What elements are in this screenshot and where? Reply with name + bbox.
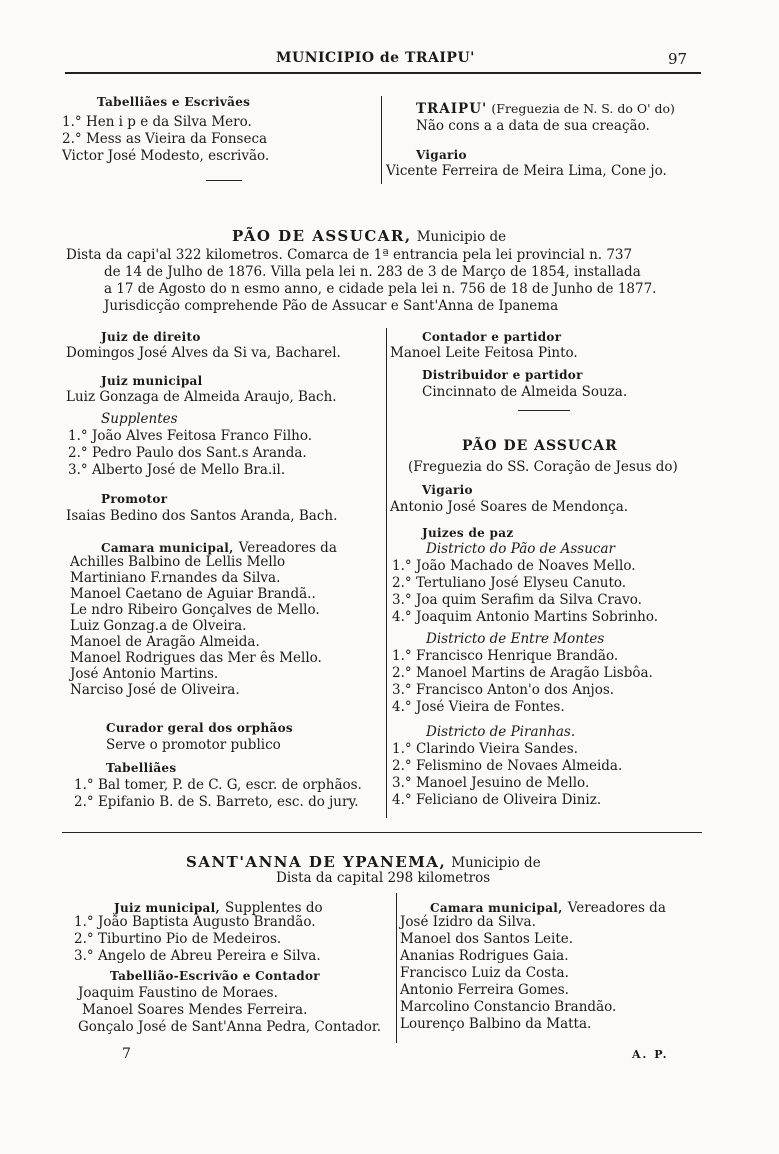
supplente-1: 1.° João Alves Feitosa Franco Filho. xyxy=(68,428,313,444)
juiz-direito-label: Juiz de direito xyxy=(101,330,201,344)
santanna-vereador: Antonio Ferreira Gomes. xyxy=(400,982,569,998)
juiz-municipal-label: Juiz municipal xyxy=(101,374,203,388)
santanna-tabelliao: Joaquim Faustino de Moraes. xyxy=(78,985,278,1001)
vereador: Manoel Caetano de Aguiar Brandã.. xyxy=(70,586,316,602)
pao-description-1: Dista da capi'al 322 kilometros. Comarca de 1ª entrancia pela lei provincial n. 737 xyxy=(66,247,633,263)
tabelliaes-label: Tabelliães xyxy=(106,761,177,775)
vereador: José Antonio Martins. xyxy=(70,666,219,682)
top-left-line-1: 1.° Hen i p e da Silva Mero. xyxy=(62,114,252,130)
juiz-paz: 3.° Francisco Anton'o dos Anjos. xyxy=(392,682,615,698)
top-left-short-rule xyxy=(206,180,242,181)
distribuidor-name: Cincinnato de Almeida Souza. xyxy=(422,384,628,400)
juiz-direito-name: Domingos José Alves da Si va, Bacharel. xyxy=(66,345,341,361)
curador-text: Serve o promotor publico xyxy=(106,737,281,753)
juiz-paz: 2.° Manoel Martins de Aragão Lisbôa. xyxy=(392,665,653,681)
distribuidor-label: Distribuidor e partidor xyxy=(422,368,583,382)
top-left-line-3: Victor José Modesto, escrivão. xyxy=(62,148,270,164)
santanna-juiz-heading: Juiz municipal, Supplentes do xyxy=(114,900,323,916)
curador-label: Curador geral dos orphãos xyxy=(106,721,293,735)
juiz-paz: 2.° Felismino de Novaes Almeida. xyxy=(392,758,623,774)
top-left-line-2: 2.° Mess as Vieira da Fonseca xyxy=(62,131,268,147)
vereador: Narciso José de Oliveira. xyxy=(70,682,240,698)
pao-freguezia-title: PÃO DE ASSUCAR xyxy=(462,438,618,454)
vereador: Luiz Gonzag.a de Olveira. xyxy=(70,618,247,634)
juiz-paz: 4.° Feliciano de Oliveira Diniz. xyxy=(392,792,602,808)
santanna-distance: Dista da capital 298 kilometros xyxy=(276,870,491,886)
pao-description-2: de 14 de Julho de 1876. Villa pela lei n. 283 de 3 de Março de 1854, installada xyxy=(104,264,641,280)
santanna-tabelliao: Gonçalo José de Sant'Anna Pedra, Contador. xyxy=(78,1019,382,1035)
signature-mark: 7 xyxy=(122,1046,131,1062)
juiz-paz: 3.° Manoel Jesuino de Mello. xyxy=(392,775,590,791)
district-3-name: Districto de Piranhas. xyxy=(426,724,576,740)
footer-signature-right: A. P. xyxy=(632,1048,669,1061)
santanna-vereador: Francisco Luiz da Costa. xyxy=(400,965,569,981)
header-rule xyxy=(65,72,701,74)
juiz-paz: 4.° Joaquim Antonio Martins Sobrinho. xyxy=(392,609,659,625)
juiz-paz: 1.° Francisco Henrique Brandão. xyxy=(392,648,619,664)
contador-name: Manoel Leite Feitosa Pinto. xyxy=(390,345,578,361)
santanna-vereador: Manoel dos Santos Leite. xyxy=(400,931,574,947)
juiz-paz: 4.° José Vieira de Fontes. xyxy=(392,699,565,715)
tabelliao-2: 2.° Epifanio B. de S. Barreto, esc. do jury. xyxy=(74,794,359,810)
top-column-divider xyxy=(381,96,382,184)
promotor-name: Isaias Bedino dos Santos Aranda, Bach. xyxy=(66,508,338,524)
page-header-title: MUNICIPIO de TRAIPU' xyxy=(276,50,475,66)
juiz-paz: 3.° Joa quim Serafim da Silva Cravo. xyxy=(392,592,642,608)
pao-description-3: a 17 de Agosto do n esmo anno, e cidade pela lei n. 756 de 18 de Junho de 1877. xyxy=(104,281,657,297)
vereador: Achilles Balbino de Lellis Mello xyxy=(70,554,286,570)
pao-municipio-heading: PÃO DE ASSUCAR, Municipio de xyxy=(232,227,507,245)
supplentes-label: Supplentes xyxy=(101,411,178,427)
district-1-name: Districto do Pão de Assucar xyxy=(426,541,615,557)
juiz-municipal-name: Luiz Gonzaga de Almeida Araujo, Bach. xyxy=(66,389,337,405)
promotor-label: Promotor xyxy=(101,492,168,506)
santanna-supplente: 2.° Tiburtino Pio de Medeiros. xyxy=(74,931,282,947)
district-2-name: Districto de Entre Montes xyxy=(426,631,605,647)
traipu-freguezia-title: TRAIPU' (Freguezia de N. S. do O' do) xyxy=(416,101,675,117)
traipu-vigario-name: Vicente Ferreira de Meira Lima, Cone jo. xyxy=(386,163,667,179)
juiz-paz: 1.° Clarindo Vieira Sandes. xyxy=(392,741,578,757)
supplente-3: 3.° Alberto José de Mello Bra.il. xyxy=(68,462,286,478)
pao-vigario-label: Vigario xyxy=(422,483,473,497)
contador-label: Contador e partidor xyxy=(422,330,562,344)
vereador: Manoel de Aragão Almeida. xyxy=(70,634,260,650)
supplente-2: 2.° Pedro Paulo dos Sant.s Aranda. xyxy=(68,445,307,461)
santanna-supplente: 3.° Angelo de Abreu Pereira e Silva. xyxy=(74,948,321,964)
bottom-column-divider xyxy=(396,893,397,1043)
santanna-supplente: 1.° João Baptista Augusto Brandão. xyxy=(74,914,316,930)
vereador: Martiniano F.rnandes da Silva. xyxy=(70,570,281,586)
page-number: 97 xyxy=(668,50,688,68)
tabelliaes-heading: Tabelliães e Escrivães xyxy=(97,95,251,109)
pao-freguezia-subtitle: (Freguezia do SS. Coração de Jesus do) xyxy=(408,459,678,475)
pao-vigario-name: Antonio José Soares de Mendonça. xyxy=(390,499,629,515)
santanna-vereador: Marcolino Constancio Brandão. xyxy=(400,999,617,1015)
tabelliao-escrivao-label: Tabellião-Escrivão e Contador xyxy=(110,969,320,983)
santanna-heading: SANT'ANNA DE YPANEMA, Municipio de xyxy=(186,853,541,871)
section-divider xyxy=(62,832,702,833)
santanna-vereador: José Izidro da Silva. xyxy=(400,914,536,930)
tabelliao-1: 1.° Bal tomer, P. de C. G, escr. de orphãos. xyxy=(74,777,362,793)
santanna-camara-heading: Camara municipal, Vereadores da xyxy=(430,900,666,916)
santanna-tabelliao: Manoel Soares Mendes Ferreira. xyxy=(82,1002,308,1018)
santanna-vereador: Lourenço Balbino da Matta. xyxy=(400,1016,592,1032)
vereador: Manoel Rodrigues das Mer ês Mello. xyxy=(70,650,322,666)
juiz-paz: 2.° Tertuliano José Elyseu Canuto. xyxy=(392,575,627,591)
middle-column-divider xyxy=(386,328,387,818)
traipu-vigario-label: Vigario xyxy=(416,148,467,162)
juiz-paz: 1.° João Machado de Noaves Mello. xyxy=(392,558,636,574)
short-rule xyxy=(518,410,570,411)
juizes-paz-label: Juizes de paz xyxy=(422,526,514,540)
vereador: Le ndro Ribeiro Gonçalves de Mello. xyxy=(70,602,320,618)
traipu-subtitle: Não cons a a data de sua creação. xyxy=(416,118,650,134)
santanna-vereador: Ananias Rodrigues Gaia. xyxy=(400,948,569,964)
camara-heading: Camara municipal, Vereadores da xyxy=(101,540,337,556)
pao-description-4: Jurisdicção comprehende Pão de Assucar e Sant'Anna de Ipanema xyxy=(104,298,559,314)
